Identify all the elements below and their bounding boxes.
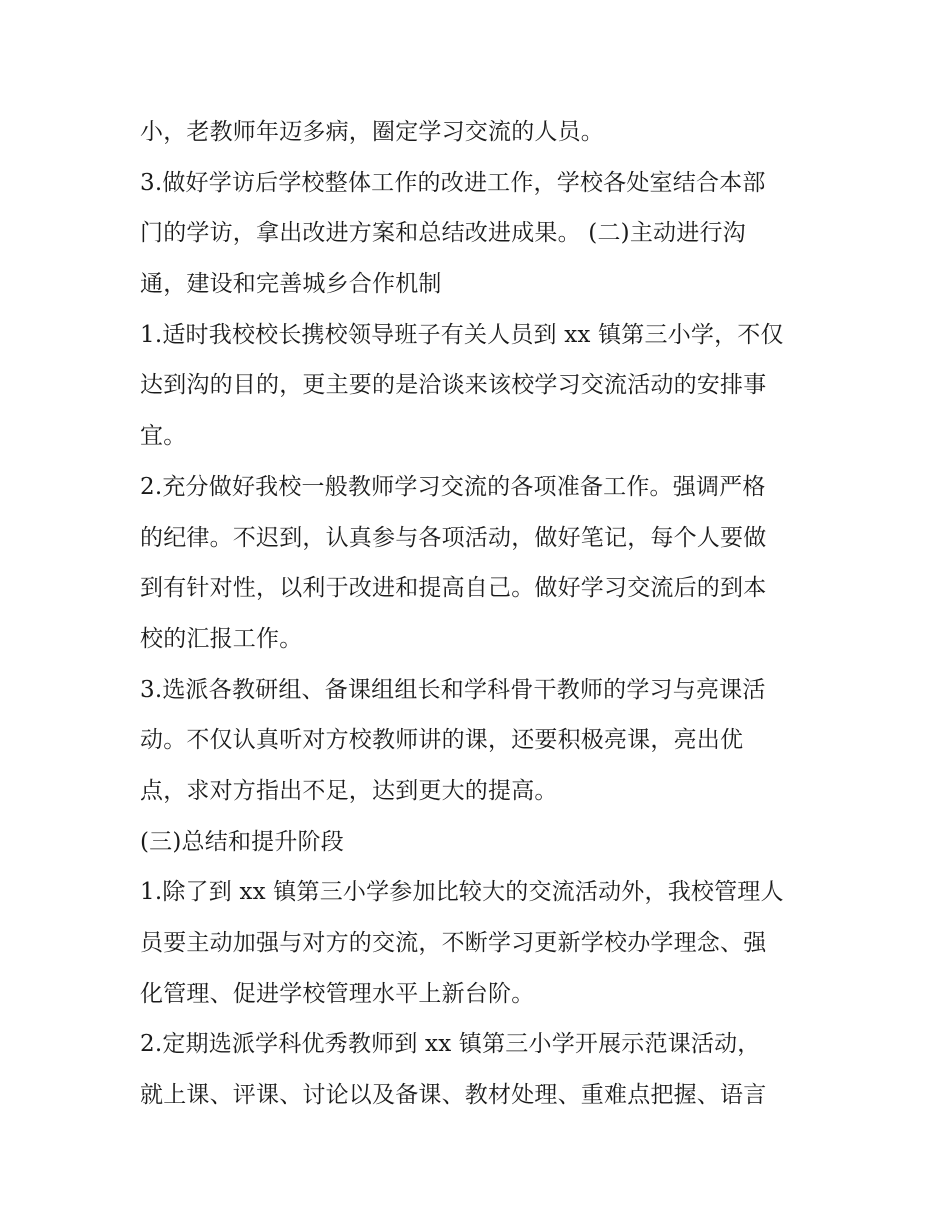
text-line: 员要主动加强与对方的交流，不断学习更新学校办学理念、强 [140,930,767,956]
text-line: 3.做好学访后学校整体工作的改进工作，学校各处室结合本部 [140,169,766,196]
text-line: 1.除了到 xx 镇第三小学参加比较大的交流活动外，我校管理人 [140,879,784,906]
text-line: 就上课、评课、讨论以及备课、教材处理、重难点把握、语言 [140,1082,767,1109]
text-line: 通，建设和完善城乡合作机制 [140,271,442,298]
text-line: 到有针对性，以利于改进和提高自己。做好学习交流后的到本 [140,575,767,602]
text-line: 宜。 [140,423,187,450]
text-line: 门的学访，拿出改进方案和总结改进成果。 (二)主动进行沟 [140,220,746,247]
document-body [140,107,830,1121]
text-line: 的纪律。不迟到，认真参与各项活动，做好笔记，每个人要做 [140,524,767,551]
text-line: 化管理、促进学校管理水平上新台阶。 [140,980,535,1007]
text-line: 点，求对方指出不足，达到更大的提高。 [140,777,558,804]
text-line: 2.充分做好我校一般教师学习交流的各项准备工作。强调严格 [140,473,766,500]
text-line: 动。不仅认真听对方校教师讲的课，还要积极亮课，亮出优 [140,727,744,754]
section-heading: (三)总结和提升阶段 [140,828,344,855]
text-line: 2.定期选派学科优秀教师到 xx 镇第三小学开展示范课活动， [140,1031,761,1058]
text-line: 小，老教师年迈多病，圈定学习交流的人员。 [140,119,604,145]
text-line: 校的汇报工作。 [140,625,303,652]
text-line: 3.选派各教研组、备课组组长和学科骨干教师的学习与亮课活 [140,676,766,703]
text-line: 1.适时我校校长携校领导班子有关人员到 xx 镇第三小学，不仅 [140,321,784,348]
text-line: 达到沟的目的，更主要的是洽谈来该校学习交流活动的安排事 [140,372,767,399]
